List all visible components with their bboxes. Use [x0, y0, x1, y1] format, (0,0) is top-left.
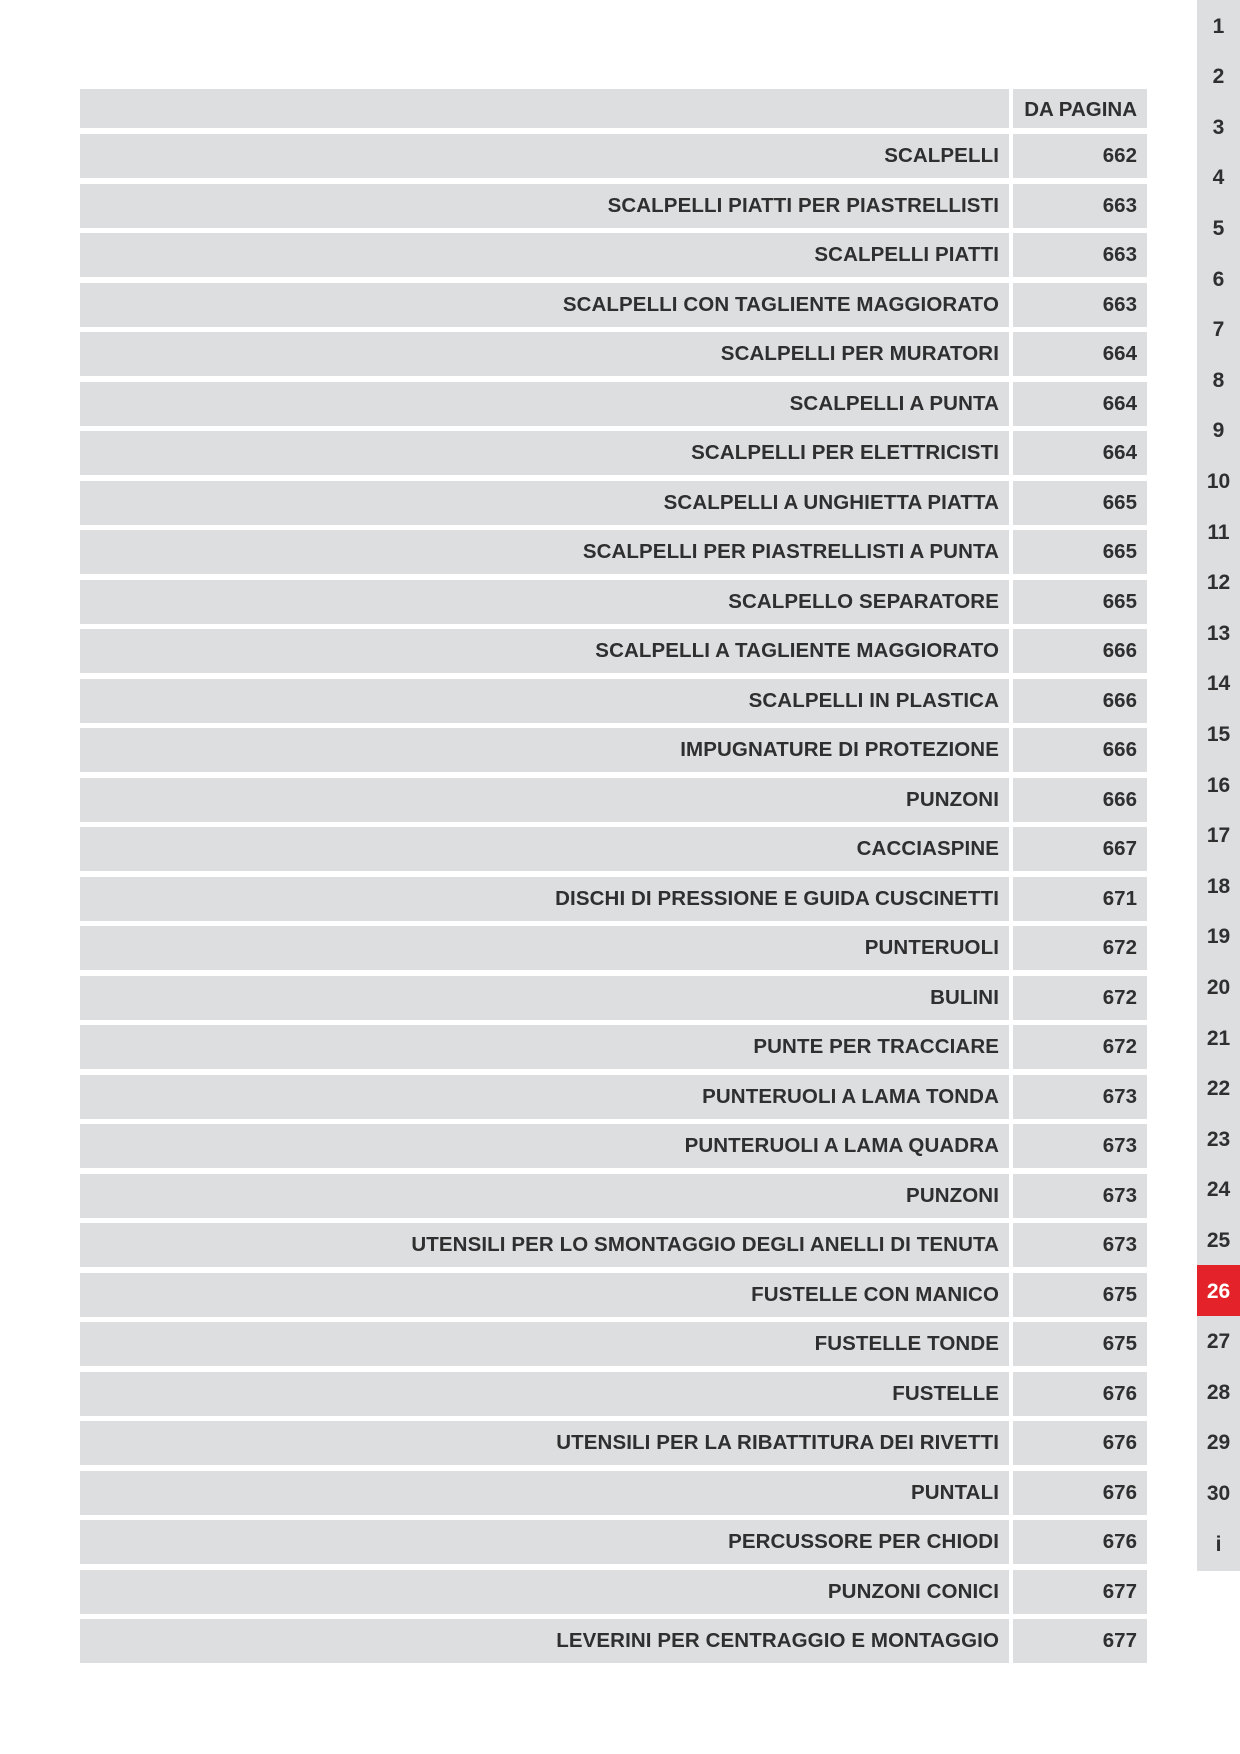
chapter-tab-16[interactable]: 16	[1197, 759, 1240, 812]
chapter-tab-11[interactable]: 11	[1197, 506, 1240, 559]
chapter-tab-30[interactable]: 30	[1197, 1467, 1240, 1520]
entry-page: 666	[1013, 629, 1147, 673]
chapter-tab-5[interactable]: 5	[1197, 202, 1240, 255]
entry-title: FUSTELLE TONDE	[80, 1322, 1009, 1366]
entry-title: IMPUGNATURE DI PROTEZIONE	[80, 728, 1009, 772]
entry-page: 666	[1013, 728, 1147, 772]
chapter-tab-22[interactable]: 22	[1197, 1063, 1240, 1116]
entry-page: 672	[1013, 926, 1147, 970]
chapter-tab-29[interactable]: 29	[1197, 1417, 1240, 1470]
table-row[interactable]	[80, 382, 1147, 426]
entry-title: PUNTE PER TRACCIARE	[80, 1025, 1009, 1069]
entry-page: 663	[1013, 184, 1147, 228]
table-row[interactable]	[80, 1471, 1147, 1515]
entry-page: 673	[1013, 1174, 1147, 1218]
table-row[interactable]	[80, 1570, 1147, 1614]
entry-title: SCALPELLI CON TAGLIENTE MAGGIORATO	[80, 283, 1009, 327]
chapter-tab-8[interactable]: 8	[1197, 354, 1240, 407]
entry-title: DISCHI DI PRESSIONE E GUIDA CUSCINETTI	[80, 877, 1009, 921]
table-row[interactable]	[80, 481, 1147, 525]
entry-title: PUNTERUOLI A LAMA TONDA	[80, 1075, 1009, 1119]
chapter-tab-26[interactable]: 26	[1197, 1265, 1240, 1318]
entry-title: SCALPELLI A TAGLIENTE MAGGIORATO	[80, 629, 1009, 673]
entry-title: SCALPELLI A PUNTA	[80, 382, 1009, 426]
entry-title: SCALPELLI IN PLASTICA	[80, 679, 1009, 723]
chapter-tab-13[interactable]: 13	[1197, 607, 1240, 660]
chapter-tab-2[interactable]: 2	[1197, 51, 1240, 104]
table-row[interactable]	[80, 679, 1147, 723]
table-row[interactable]	[80, 1025, 1147, 1069]
entry-title: SCALPELLO SEPARATORE	[80, 580, 1009, 624]
entry-title: SCALPELLI PER PIASTRELLISTI A PUNTA	[80, 530, 1009, 574]
entry-page: 675	[1013, 1273, 1147, 1317]
entry-title: PUNTERUOLI	[80, 926, 1009, 970]
chapter-tab-12[interactable]: 12	[1197, 557, 1240, 610]
entry-page: 665	[1013, 530, 1147, 574]
chapter-tab-20[interactable]: 20	[1197, 961, 1240, 1014]
chapter-tab-15[interactable]: 15	[1197, 708, 1240, 761]
table-row[interactable]	[80, 1619, 1147, 1663]
entry-page: 677	[1013, 1619, 1147, 1663]
entry-title: FUSTELLE CON MANICO	[80, 1273, 1009, 1317]
entry-title: SCALPELLI PER MURATORI	[80, 332, 1009, 376]
entry-title: UTENSILI PER LO SMONTAGGIO DEGLI ANELLI DI TENUTA	[80, 1223, 1009, 1267]
chapter-tab-7[interactable]: 7	[1197, 304, 1240, 357]
entry-page: 671	[1013, 877, 1147, 921]
table-row[interactable]	[80, 926, 1147, 970]
table-row[interactable]	[80, 1372, 1147, 1416]
chapter-tab-21[interactable]: 21	[1197, 1012, 1240, 1065]
entry-page: 665	[1013, 580, 1147, 624]
table-row[interactable]	[80, 1174, 1147, 1218]
entry-title: BULINI	[80, 976, 1009, 1020]
entry-title: PUNTALI	[80, 1471, 1009, 1515]
entry-title: PUNTERUOLI A LAMA QUADRA	[80, 1124, 1009, 1168]
table-row[interactable]	[80, 431, 1147, 475]
entry-page: 667	[1013, 827, 1147, 871]
table-row[interactable]	[80, 728, 1147, 772]
entry-title: CACCIASPINE	[80, 827, 1009, 871]
entry-page: 673	[1013, 1124, 1147, 1168]
table-header-row	[80, 89, 1147, 128]
entry-page: 676	[1013, 1372, 1147, 1416]
table-row[interactable]	[80, 778, 1147, 822]
entry-page: 664	[1013, 332, 1147, 376]
entry-page: 664	[1013, 382, 1147, 426]
chapter-tab-10[interactable]: 10	[1197, 455, 1240, 508]
chapter-tab-3[interactable]: 3	[1197, 101, 1240, 154]
table-row[interactable]	[80, 827, 1147, 871]
index-table	[80, 89, 1147, 1669]
entry-title: PERCUSSORE PER CHIODI	[80, 1520, 1009, 1564]
chapter-tab-27[interactable]: 27	[1197, 1316, 1240, 1369]
chapter-tab-28[interactable]: 28	[1197, 1366, 1240, 1419]
table-row[interactable]	[80, 1322, 1147, 1366]
entry-page: 666	[1013, 778, 1147, 822]
chapter-tab-17[interactable]: 17	[1197, 810, 1240, 863]
table-row[interactable]	[80, 530, 1147, 574]
chapter-tab-4[interactable]: 4	[1197, 152, 1240, 205]
chapter-tab-1[interactable]: 1	[1197, 0, 1240, 53]
entry-title: SCALPELLI PER ELETTRICISTI	[80, 431, 1009, 475]
entry-title: SCALPELLI PIATTI	[80, 233, 1009, 277]
entry-page: 676	[1013, 1421, 1147, 1465]
table-row[interactable]	[80, 1520, 1147, 1564]
header-title-cell	[80, 89, 1009, 128]
entry-title: PUNZONI	[80, 1174, 1009, 1218]
table-row[interactable]	[80, 1421, 1147, 1465]
chapter-tab-19[interactable]: 19	[1197, 911, 1240, 964]
entry-page: 664	[1013, 431, 1147, 475]
table-row[interactable]	[80, 877, 1147, 921]
table-row[interactable]	[80, 134, 1147, 178]
entry-page: 672	[1013, 1025, 1147, 1069]
entry-title: LEVERINI PER CENTRAGGIO E MONTAGGIO	[80, 1619, 1009, 1663]
table-row[interactable]	[80, 629, 1147, 673]
chapter-tab-24[interactable]: 24	[1197, 1164, 1240, 1217]
entry-title: UTENSILI PER LA RIBATTITURA DEI RIVETTI	[80, 1421, 1009, 1465]
entry-title: FUSTELLE	[80, 1372, 1009, 1416]
chapter-tab-14[interactable]: 14	[1197, 658, 1240, 711]
entry-title: SCALPELLI PIATTI PER PIASTRELLISTI	[80, 184, 1009, 228]
entry-page: 677	[1013, 1570, 1147, 1614]
entry-page: 663	[1013, 283, 1147, 327]
entry-page: 673	[1013, 1223, 1147, 1267]
entry-title: SCALPELLI	[80, 134, 1009, 178]
table-row[interactable]	[80, 580, 1147, 624]
entry-page: 665	[1013, 481, 1147, 525]
entry-page: 662	[1013, 134, 1147, 178]
entry-page: 673	[1013, 1075, 1147, 1119]
table-row[interactable]	[80, 184, 1147, 228]
table-row[interactable]	[80, 233, 1147, 277]
table-row[interactable]	[80, 332, 1147, 376]
table-row[interactable]	[80, 283, 1147, 327]
entry-page: 666	[1013, 679, 1147, 723]
table-row[interactable]	[80, 976, 1147, 1020]
entry-title: PUNZONI	[80, 778, 1009, 822]
entry-page: 663	[1013, 233, 1147, 277]
table-row[interactable]	[80, 1223, 1147, 1267]
table-row[interactable]	[80, 1124, 1147, 1168]
table-row[interactable]	[80, 1075, 1147, 1119]
table-body	[80, 134, 1147, 1663]
entry-page: 676	[1013, 1520, 1147, 1564]
entry-page: 672	[1013, 976, 1147, 1020]
entry-page: 675	[1013, 1322, 1147, 1366]
chapter-tab-6[interactable]: 6	[1197, 253, 1240, 306]
chapter-tab-25[interactable]: 25	[1197, 1214, 1240, 1267]
table-row[interactable]	[80, 1273, 1147, 1317]
entry-title: SCALPELLI A UNGHIETTA PIATTA	[80, 481, 1009, 525]
header-page-label: DA PAGINA	[1013, 89, 1147, 128]
chapter-tab-i[interactable]: i	[1197, 1518, 1240, 1571]
entry-title: PUNZONI CONICI	[80, 1570, 1009, 1614]
entry-page: 676	[1013, 1471, 1147, 1515]
chapter-tab-23[interactable]: 23	[1197, 1113, 1240, 1166]
chapter-tab-9[interactable]: 9	[1197, 405, 1240, 458]
chapter-tab-18[interactable]: 18	[1197, 860, 1240, 913]
